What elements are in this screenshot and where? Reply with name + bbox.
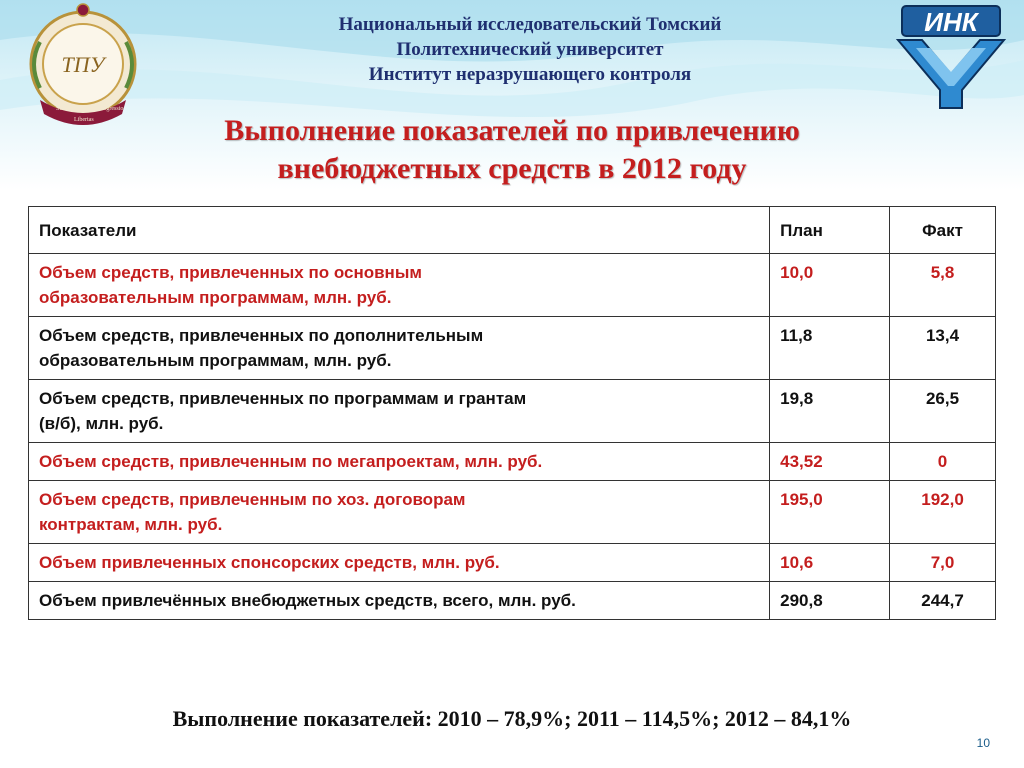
header-line-1: Национальный исследовательский Томский xyxy=(338,14,722,35)
plan-value: 10,0 xyxy=(770,254,890,317)
plan-value: 290,8 xyxy=(770,582,890,620)
indicator-label-line: образовательным программам, млн. руб. xyxy=(39,351,392,370)
indicator-label xyxy=(29,544,770,582)
ribbon-text-1: Scientia xyxy=(56,106,76,112)
indicator-label xyxy=(29,380,770,443)
table-row xyxy=(29,582,996,620)
indicator-label xyxy=(29,254,770,317)
indicator-label-line: Объем привлеченных спонсорских средств, млн. руб. xyxy=(39,553,500,572)
indicator-label-line: образовательным программам, млн. руб. xyxy=(39,288,392,307)
seal-monogram: ТПУ xyxy=(61,52,105,77)
indicator-label xyxy=(29,443,770,481)
indicator-label-line: Объем привлечённых внебюджетных средств, всего, млн. руб. xyxy=(39,591,576,610)
header-line-3: Институт неразрушающего контроля xyxy=(368,64,692,85)
ink-logo-text: ИНК xyxy=(924,7,978,37)
column-header-fact: Факт xyxy=(890,207,996,254)
indicators-table xyxy=(28,206,996,620)
table-row xyxy=(29,317,996,380)
plan-value: 19,8 xyxy=(770,380,890,443)
table-row xyxy=(29,254,996,317)
university-seal-icon xyxy=(18,2,148,132)
table-row xyxy=(29,481,996,544)
indicator-label-line: Объем средств, привлеченным по хоз. договорам xyxy=(39,490,466,509)
table-body xyxy=(29,254,996,620)
indicator-label xyxy=(29,317,770,380)
table-row xyxy=(29,544,996,582)
column-header-indicators: Показатели xyxy=(29,207,770,254)
indicator-label-line: Объем средств, привлеченным по мегапроектам, млн. руб. xyxy=(39,452,543,471)
indicator-label-line: Объем средств, привлеченных по дополнительным xyxy=(39,326,484,345)
column-header-plan: План xyxy=(770,207,890,254)
slide-title-line-2: внебюджетных средств в 2012 году xyxy=(277,152,747,185)
table-row xyxy=(29,443,996,481)
slide-title xyxy=(150,112,874,188)
indicator-label xyxy=(29,481,770,544)
fact-value: 7,0 xyxy=(890,544,996,582)
ribbon-text-2: Libertas xyxy=(74,117,94,123)
fact-value: 192,0 xyxy=(890,481,996,544)
fact-value: 244,7 xyxy=(890,582,996,620)
fact-value: 5,8 xyxy=(890,254,996,317)
fact-value: 0 xyxy=(890,443,996,481)
fact-value: 26,5 xyxy=(890,380,996,443)
page-number: 10 xyxy=(976,736,990,750)
fact-value: 13,4 xyxy=(890,317,996,380)
summary-line: Выполнение показателей: 2010 – 78,9%; 2011 – 114,5%; 2012 – 84,1% xyxy=(172,706,852,731)
indicator-label-line: Объем средств, привлеченных по основным xyxy=(39,263,422,282)
institution-header xyxy=(230,12,830,87)
plan-value: 10,6 xyxy=(770,544,890,582)
table-header-row xyxy=(29,207,996,254)
ink-logo-icon xyxy=(892,4,1010,114)
indicator-label xyxy=(29,582,770,620)
ribbon-text-3: Progressio xyxy=(98,106,124,112)
plan-value: 43,52 xyxy=(770,443,890,481)
slide-title-line-1: Выполнение показателей по привлечению xyxy=(224,114,800,147)
table-row xyxy=(29,380,996,443)
indicator-label-line: (в/б), млн. руб. xyxy=(39,414,164,433)
indicator-label-line: Объем средств, привлеченных по программам и грантам xyxy=(39,389,527,408)
indicator-label-line: контрактам, млн. руб. xyxy=(39,515,223,534)
header-line-2: Политехнический университет xyxy=(396,39,664,60)
plan-value: 11,8 xyxy=(770,317,890,380)
plan-value: 195,0 xyxy=(770,481,890,544)
